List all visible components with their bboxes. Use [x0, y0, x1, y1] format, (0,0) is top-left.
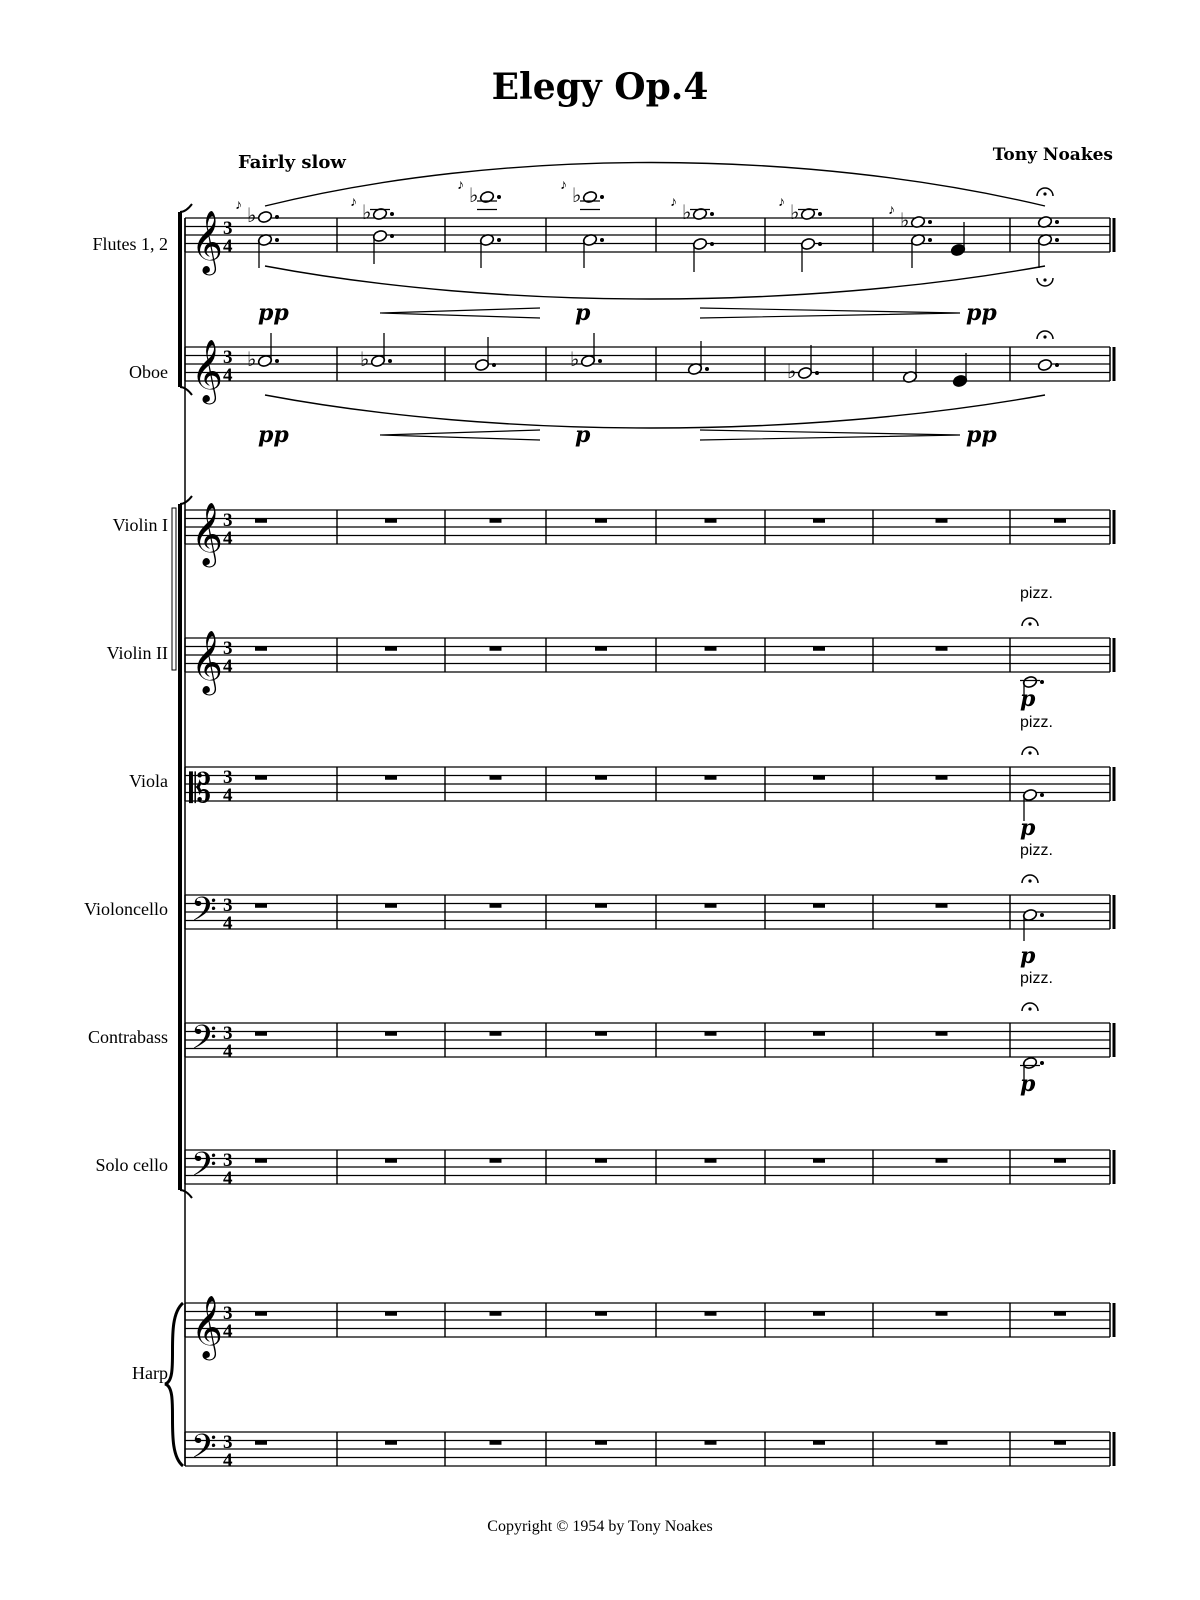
woodwind-bracket-cap	[180, 204, 192, 212]
whole-rest	[255, 647, 267, 651]
augmentation-dot	[275, 238, 279, 242]
whole-rest	[936, 1032, 948, 1036]
whole-rest	[385, 1159, 397, 1163]
flat-accidental: ♭	[469, 185, 479, 207]
fermata-dot	[1028, 622, 1031, 625]
augmentation-dot	[275, 359, 279, 363]
whole-rest	[490, 519, 502, 523]
bass-clef-icon: 𝄢	[191, 1019, 217, 1064]
grace-note-icon: ♪	[350, 195, 357, 210]
whole-rest	[813, 1441, 825, 1445]
augmentation-dot	[492, 363, 496, 367]
label-oboe: Oboe	[129, 362, 168, 382]
augmentation-dot	[705, 367, 709, 371]
whole-rest	[490, 647, 502, 651]
whole-rest	[255, 1032, 267, 1036]
whole-rest	[595, 904, 607, 908]
label-solo-cello: Solo cello	[95, 1155, 168, 1175]
violin-sub-bracket	[172, 508, 176, 670]
whole-rest	[705, 904, 717, 908]
time-signature-bottom: 4	[223, 365, 233, 386]
augmentation-dot	[928, 238, 932, 242]
whole-rest	[1054, 1312, 1066, 1316]
time-signature-top: 3	[223, 1150, 233, 1171]
whole-rest	[936, 647, 948, 651]
whole-rest	[385, 1312, 397, 1316]
treble-clef-icon: 𝄞	[191, 341, 223, 401]
whole-rest	[255, 519, 267, 523]
time-signature-bottom: 4	[223, 656, 233, 677]
flat-accidental: ♭	[362, 202, 372, 224]
diminuendo-hairpin	[700, 430, 960, 440]
time-signature-bottom: 4	[223, 1321, 233, 1342]
grace-note-icon: ♪	[457, 178, 464, 193]
augmentation-dot	[600, 195, 604, 199]
time-signature-bottom: 4	[223, 1450, 233, 1471]
time-signature-bottom: 4	[223, 236, 233, 257]
whole-rest	[813, 1312, 825, 1316]
flat-accidental: ♭	[247, 349, 257, 371]
label-flutes: Flutes 1, 2	[92, 234, 168, 254]
tempo-marking: Fairly slow	[238, 152, 346, 173]
grace-note-icon: ♪	[235, 198, 242, 213]
phrase-slur	[265, 163, 1045, 207]
augmentation-dot	[600, 238, 604, 242]
whole-rest	[595, 1159, 607, 1163]
whole-rest	[936, 1159, 948, 1163]
strings-bracket-cap	[180, 496, 192, 504]
whole-rest	[1054, 1159, 1066, 1163]
whole-rest	[385, 647, 397, 651]
augmentation-dot	[818, 212, 822, 216]
dynamic-p: p	[1020, 943, 1036, 969]
whole-rest	[255, 1441, 267, 1445]
time-signature-bottom: 4	[223, 913, 233, 934]
time-signature-top: 3	[223, 638, 233, 659]
whole-rest	[936, 1441, 948, 1445]
phrase-slur	[265, 395, 1045, 428]
grace-note-icon: ♪	[670, 195, 677, 210]
whole-rest	[385, 1032, 397, 1036]
whole-rest	[595, 647, 607, 651]
whole-rest	[936, 904, 948, 908]
time-signature-top: 3	[223, 510, 233, 531]
augmentation-dot	[928, 220, 932, 224]
augmentation-dot	[1040, 793, 1044, 797]
label-contrabass: Contrabass	[88, 1027, 168, 1047]
fermata-dot	[1043, 278, 1046, 281]
fermata-dot	[1028, 1007, 1031, 1010]
crescendo-hairpin	[380, 308, 540, 318]
grace-note-icon: ♪	[778, 195, 785, 210]
flute-upper-note	[479, 190, 494, 203]
augmentation-dot	[710, 242, 714, 246]
treble-clef-icon: 𝄞	[191, 212, 223, 272]
augmentation-dot	[497, 195, 501, 199]
flat-accidental: ♭	[787, 361, 797, 383]
fermata-dot	[1043, 335, 1046, 338]
augmentation-dot	[390, 234, 394, 238]
whole-rest	[385, 1441, 397, 1445]
flat-accidental: ♭	[682, 202, 692, 224]
time-signature-top: 3	[223, 1432, 233, 1453]
whole-rest	[705, 519, 717, 523]
time-signature-bottom: 4	[223, 1168, 233, 1189]
time-signature-bottom: 4	[223, 785, 233, 806]
diminuendo-hairpin	[700, 308, 960, 318]
grace-note-icon: ♪	[888, 203, 895, 218]
whole-rest	[813, 1032, 825, 1036]
dynamic-p: p	[1020, 815, 1036, 841]
label-violin-2: Violin II	[106, 643, 168, 663]
score-title: Elegy Op.4	[491, 66, 709, 108]
pizz-marking-contrabass: pizz.	[1020, 970, 1053, 987]
whole-rest	[813, 904, 825, 908]
label-violoncello: Violoncello	[84, 899, 168, 919]
treble-clef-icon: 𝄞	[191, 1297, 223, 1357]
whole-rest	[1054, 519, 1066, 523]
label-harp: Harp	[132, 1363, 168, 1383]
copyright-notice: Copyright © 1954 by Tony Noakes	[487, 1518, 713, 1535]
whole-rest	[385, 776, 397, 780]
whole-rest	[490, 776, 502, 780]
phrase-slur	[265, 266, 1045, 299]
dynamic-p: p	[1020, 1071, 1036, 1097]
label-violin-1: Violin I	[112, 515, 168, 535]
treble-clef-icon: 𝄞	[191, 632, 223, 692]
whole-rest	[490, 1441, 502, 1445]
whole-rest	[490, 1032, 502, 1036]
flat-accidental: ♭	[247, 205, 257, 227]
augmentation-dot	[1055, 238, 1059, 242]
augmentation-dot	[390, 212, 394, 216]
whole-rest	[813, 1159, 825, 1163]
dynamic-pp: pp	[258, 300, 289, 326]
dynamic-pp: pp	[966, 422, 997, 448]
bass-clef-icon: 𝄢	[191, 1428, 217, 1473]
flute-upper-note	[582, 190, 597, 203]
time-signature-top: 3	[223, 895, 233, 916]
whole-rest	[813, 647, 825, 651]
bass-clef-icon: 𝄢	[191, 891, 217, 936]
whole-rest	[936, 519, 948, 523]
whole-rest	[490, 1159, 502, 1163]
augmentation-dot	[1040, 1061, 1044, 1065]
whole-rest	[705, 776, 717, 780]
time-signature-top: 3	[223, 1303, 233, 1324]
whole-rest	[813, 519, 825, 523]
whole-rest	[936, 776, 948, 780]
dynamic-pp: pp	[258, 422, 289, 448]
crescendo-hairpin	[380, 430, 540, 440]
dynamic-p: p	[575, 422, 591, 448]
flat-accidental: ♭	[572, 185, 582, 207]
augmentation-dot	[710, 212, 714, 216]
fermata-dot	[1028, 879, 1031, 882]
time-signature-top: 3	[223, 1023, 233, 1044]
whole-rest	[255, 1159, 267, 1163]
whole-rest	[595, 1441, 607, 1445]
flat-accidental: ♭	[790, 202, 800, 224]
flat-accidental: ♭	[360, 349, 370, 371]
augmentation-dot	[1055, 220, 1059, 224]
whole-rest	[813, 776, 825, 780]
whole-rest	[255, 904, 267, 908]
augmentation-dot	[818, 242, 822, 246]
augmentation-dot	[388, 359, 392, 363]
flat-accidental: ♭	[900, 210, 910, 232]
whole-rest	[705, 1032, 717, 1036]
flat-accidental: ♭	[570, 349, 580, 371]
whole-rest	[385, 519, 397, 523]
bass-clef-icon: 𝄢	[191, 1146, 217, 1191]
whole-rest	[490, 904, 502, 908]
whole-rest	[936, 1312, 948, 1316]
strings-bracket-cap	[180, 1190, 192, 1198]
dynamic-p: p	[1020, 686, 1036, 712]
whole-rest	[705, 647, 717, 651]
treble-clef-icon: 𝄞	[191, 504, 223, 564]
augmentation-dot	[497, 238, 501, 242]
whole-rest	[705, 1312, 717, 1316]
time-signature-top: 3	[223, 347, 233, 368]
whole-rest	[595, 776, 607, 780]
pizz-marking-violoncello: pizz.	[1020, 842, 1053, 859]
time-signature-top: 3	[223, 218, 233, 239]
augmentation-dot	[1040, 680, 1044, 684]
augmentation-dot	[598, 359, 602, 363]
flute-upper-note	[257, 210, 272, 223]
augmentation-dot	[1040, 913, 1044, 917]
augmentation-dot	[1055, 363, 1059, 367]
whole-rest	[595, 1312, 607, 1316]
whole-rest	[705, 1441, 717, 1445]
time-signature-bottom: 4	[223, 1041, 233, 1062]
whole-rest	[705, 1159, 717, 1163]
label-viola: Viola	[129, 771, 168, 791]
fermata-dot	[1028, 751, 1031, 754]
pizz-marking-viola: pizz.	[1020, 714, 1053, 731]
whole-rest	[595, 1032, 607, 1036]
time-signature-bottom: 4	[223, 528, 233, 549]
augmentation-dot	[275, 215, 279, 219]
alto-clef-icon: 𝄡	[189, 766, 212, 811]
composer-name: Tony Noakes	[992, 145, 1113, 165]
pizz-marking-violin-2: pizz.	[1020, 585, 1053, 602]
whole-rest	[1054, 1441, 1066, 1445]
whole-rest	[385, 904, 397, 908]
harp-brace	[165, 1303, 183, 1466]
whole-rest	[595, 519, 607, 523]
time-signature-top: 3	[223, 767, 233, 788]
whole-rest	[490, 1312, 502, 1316]
fermata-dot	[1043, 192, 1046, 195]
oboe-note	[1037, 358, 1052, 371]
dynamic-p: p	[575, 300, 591, 326]
whole-rest	[255, 776, 267, 780]
grace-note-icon: ♪	[560, 178, 567, 193]
augmentation-dot	[815, 371, 819, 375]
whole-rest	[255, 1312, 267, 1316]
dynamic-pp: pp	[966, 300, 997, 326]
